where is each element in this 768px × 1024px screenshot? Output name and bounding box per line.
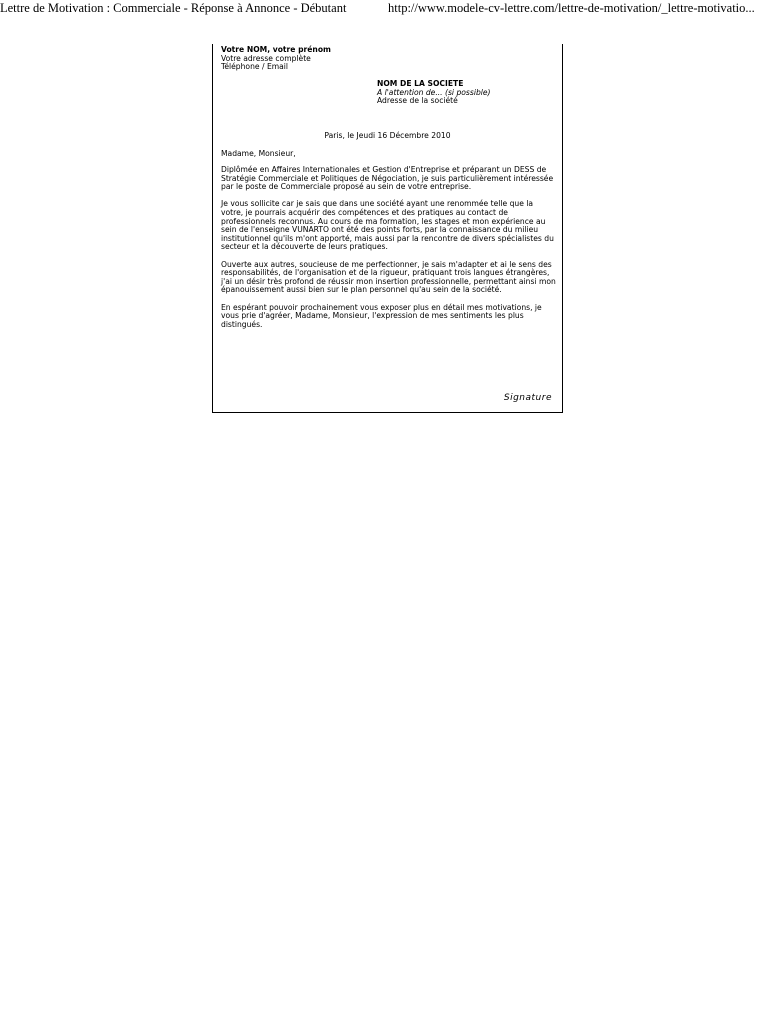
salutation: Madame, Monsieur, — [221, 149, 296, 158]
recipient-address: Adresse de la société — [377, 96, 458, 106]
document-title: Lettre de Motivation : Commerciale - Réponse à Annonce - Débutant — [0, 1, 347, 15]
recipient-company: NOM DE LA SOCIETE — [377, 79, 464, 88]
sender-name: Votre NOM, votre prénom — [221, 45, 331, 54]
page-header — [0, 0, 768, 16]
paragraph-intro: Diplômée en Affaires Internationales et Gestion d'Entreprise et préparant un DESS de Stratégie Commerciale et Politiques de Négociation, je suis particulièrement intéressée par le poste de Commerciale proposé au sein de votre entreprise. — [221, 165, 554, 192]
paragraph-motivation: Je vous sollicite car je sais que dans une société ayant une renommée telle que la votre, je pourrais acquérir des compétences et des pratiques au contact de professionnels reconnus. Au cours de ma formation, les stages et mon expérience au sein de l'enseigne VUNARTO ont été des points forts, par la connaissance du milieu institutionnel qu'ils m'ont apporté, mais aussi par la rencontre de divers spécialistes du secteur et la découverte de leurs pratiques. — [221, 199, 554, 252]
signature: Signature — [503, 393, 552, 403]
source-url[interactable]: http://www.modele-cv-lettre.com/lettre-de-motivation/_lettre-motivatio... — [388, 1, 755, 15]
paragraph-closing: En espérant pouvoir prochainement vous exposer plus en détail mes motivations, je vous prie d'agréer, Madame, Monsieur, l'expression de mes sentiments les plus distingués. — [221, 302, 542, 329]
paragraph-qualities: Ouverte aux autres, soucieuse de me perfectionner, je sais m'adapter et ai le sens des responsabilités, de l'organisation et de la rigueur, pratiquant trois langues étrangères, j'ai un désir très profond de réussir mon insertion professionnelle, permettant ainsi mon épanouissement aussi bien sur le plan personnel qu'au sein de la société. — [221, 259, 556, 295]
letter-date: Paris, le Jeudi 16 Décembre 2010 — [324, 131, 451, 140]
recipient-attention: A l'attention de... (si possible) — [377, 87, 491, 97]
recipient-block — [377, 80, 491, 106]
sender-block — [221, 46, 331, 72]
letter-body — [221, 166, 557, 338]
letter-page — [212, 44, 563, 413]
sender-contact: Téléphone / Email — [221, 62, 289, 72]
sender-address: Votre adresse complète — [221, 53, 311, 63]
